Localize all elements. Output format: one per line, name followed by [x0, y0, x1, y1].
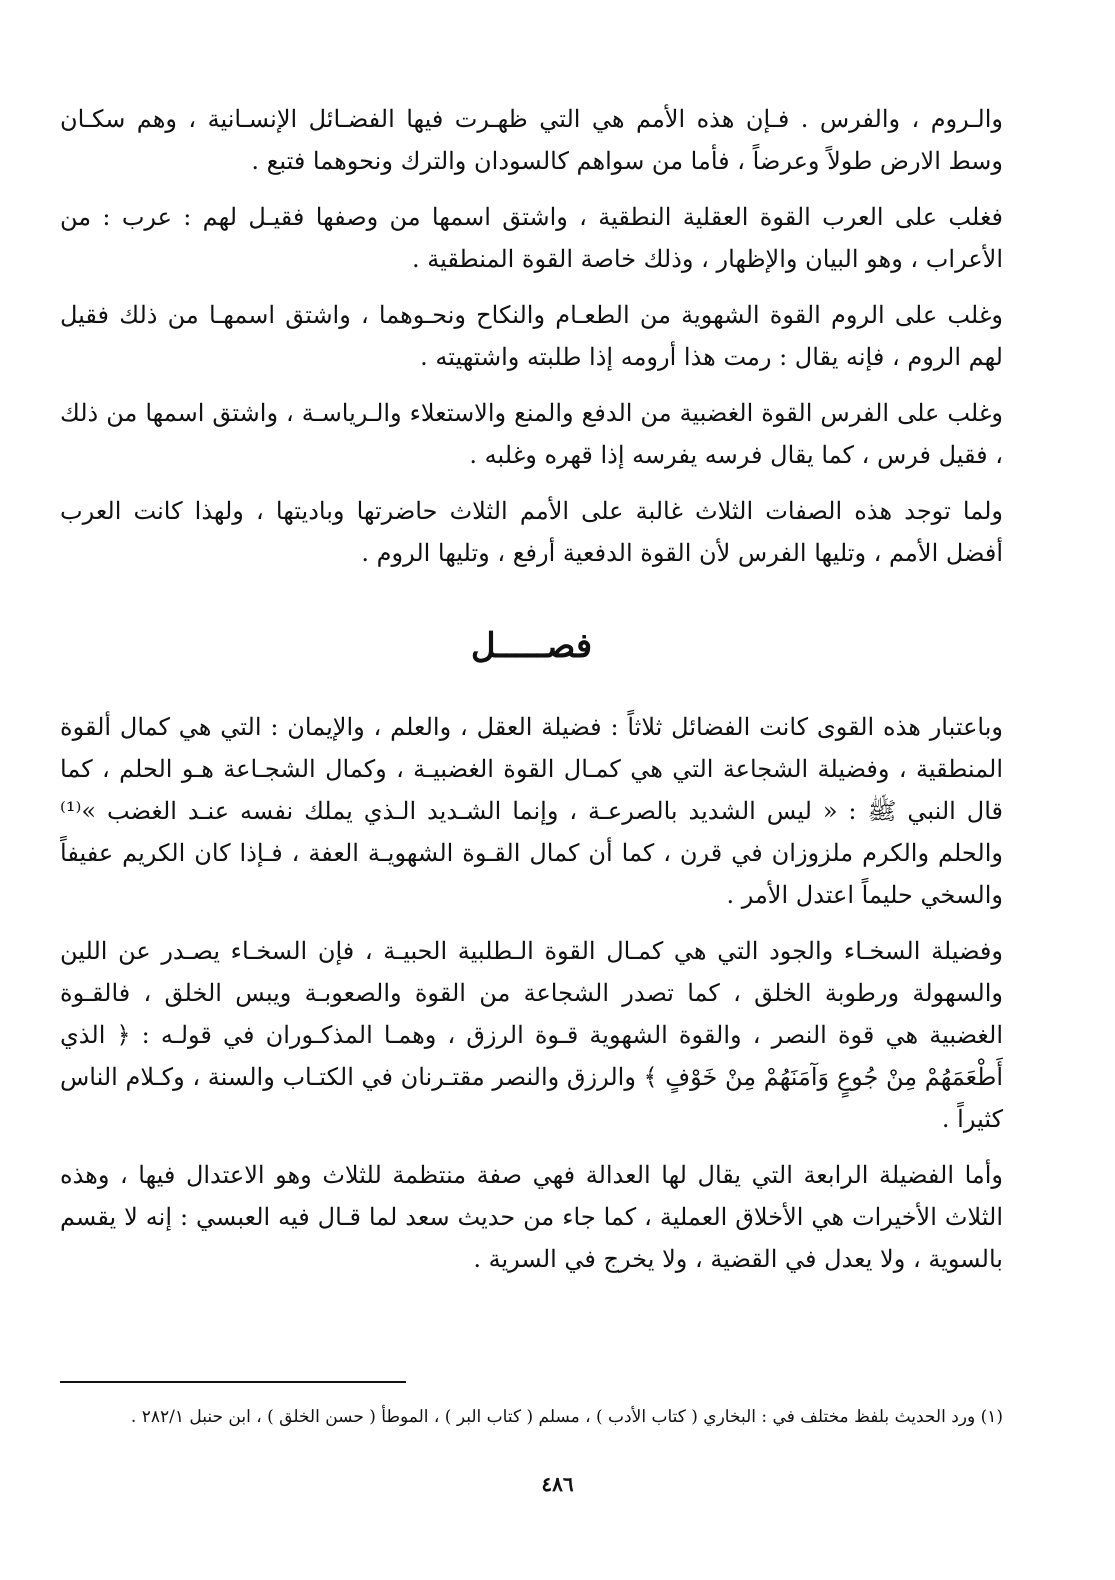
section-text [60, 706, 1003, 1280]
page-number: ٤٨٦ [541, 1472, 574, 1496]
section-paragraph-3: وأما الفضيلة الرابعة التي يقال لها العدالة فهي صفة منتظمة للثلاث وهو الاعتدال فيها ، وهذه الثلاث الأخيرات هي الأخلاق العملية ، كما جاء من حديث سعد لما قـال فيه العبسي : إنه لا يقسم بالسوية ، ولا يعدل في القضية ، ولا يخرج في السرية . [60, 1161, 1003, 1273]
paragraph-3: وغلب على الروم القوة الشهوية من الطعـام والنكاح ونحـوهما ، واشتق اسمهـا من ذلك فقيل لهم الروم ، فإنه يقال : رمت هذا أرومه إذا طلبته واشتهيته . [60, 301, 1003, 371]
section-paragraph-1: وباعتبار هذه القوى كانت الفضائل ثلاثاً : فضيلة العقل ، والعلم ، والإيمان : التي هي كمال ألقوة المنطقية ، وفضيلة الشجاعة التي هي كمـال القوة الغضبيـة ، وكمال الشجـاعة هـو الحلم ، كما قال النبي ﷺ : « ليس الشديد بالصرعـة ، وإنما الشـديد الـذي يملك نفسه عنـد الغضب »⁽¹⁾ والحلم والكرم ملزوزان في قرن ، كما أن كمال القـوة الشهويـة العفة ، فـإذا كان الكريم عفيفاً والسخي حليماً اعتدل الأمر . [60, 713, 1003, 909]
paragraph-2: فغلب على العرب القوة العقلية النطقية ، واشتق اسمها من وصفها فقيـل لهم : عرب : من الأعراب ، وهو البيان والإظهار ، وذلك خاصة القوة المنطقية . [60, 203, 1003, 273]
footnote: (١) ورد الحديث بلفظ مختلف في : البخاري ( كتاب الأدب ) ، مسلم ( كتاب البر ) ، الموطأ ( حسن الخلق ) ، ابن حنبل ٢٨٢/١ . [130, 1407, 1003, 1427]
section-heading: فصـــــل [470, 626, 593, 666]
footnote-divider [60, 1381, 406, 1383]
body-text [60, 98, 1003, 574]
paragraph-4: وغلب على الفرس القوة الغضبية من الدفع والمنع والاستعلاء والـرياسـة ، واشتق اسمها من ذلك ، فقيل فرس ، كما يقال فرسه يفرسه إذا قهره وغلبه . [60, 399, 1003, 469]
paragraph-1: والـروم ، والفرس . فـإن هذه الأمم هي التي ظهـرت فيها الفضـائل الإنسـانية ، وهم سكـان وسط الارض طولاً وعرضاً ، فأما من سواهم كالسودان والترك ونحوهما فتبع . [60, 105, 1003, 175]
paragraph-5: ولما توجد هذه الصفات الثلاث غالبة على الأمم الثلاث حاضرتها وباديتها ، ولهذا كانت العرب أفضل الأمم ، وتليها الفرس لأن القوة الدفعية أرفع ، وتليها الروم . [60, 497, 1003, 567]
section-paragraph-2: وفضيلة السخـاء والجود التي هي كمـال القوة الـطلبية الحبيـة ، فإن السخـاء يصـدر عن اللين والسهولة ورطوبة الخلق ، كما تصدر الشجاعة من القوة والصعوبـة ويبس الخلق ، فالقـوة الغضبية هي قوة النصر ، والقوة الشهوية قـوة الرزق ، وهمـا المذكـوران في قولـه : ﴿ الذي أَطْعَمَهُمْ مِنْ جُوعٍ وَآمَنَهُمْ مِنْ خَوْفٍ ﴾ والرزق والنصر مقتـرنان في الكتـاب والسنة ، وكـلام الناس كثيراً . [60, 937, 1003, 1133]
